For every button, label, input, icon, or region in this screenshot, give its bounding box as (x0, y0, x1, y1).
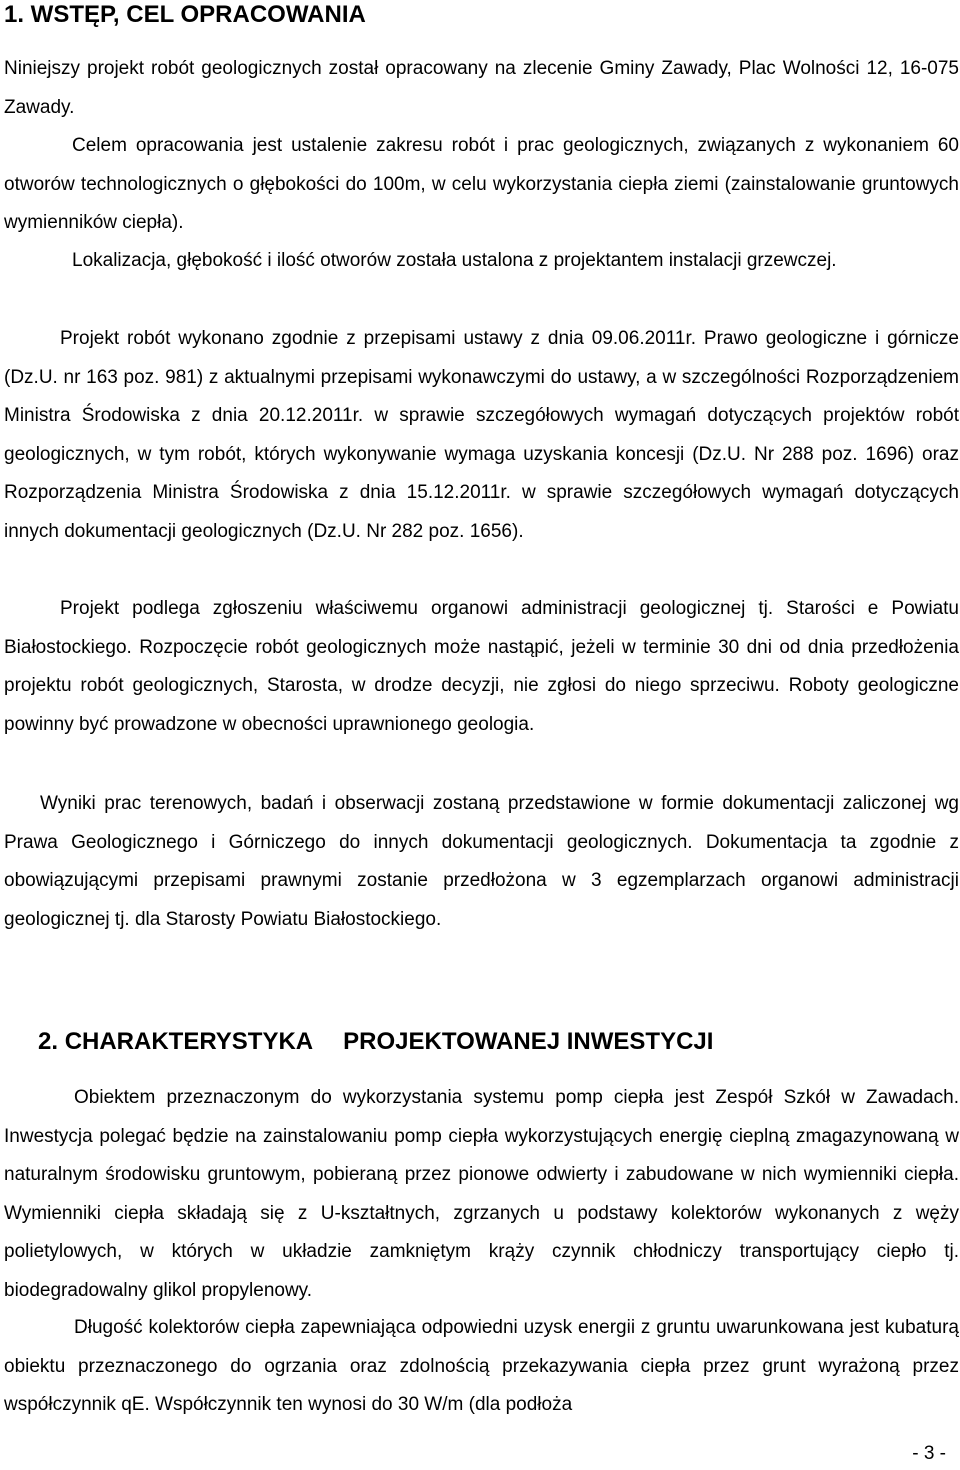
section-2-heading-part2: PROJEKTOWANEJ INWESTYCJI (343, 1028, 714, 1055)
section-1-heading: 1. WSTĘP, CEL OPRACOWANIA (4, 1, 366, 28)
paragraph-results: Wyniki prac terenowych, badań i obserwacji zostaną przedstawione w formie dokumentacji zaliczonej wg Prawa Geologicznego i Górniczego do innych dokumentacji geologicznych. Dokumentacja ta zgodnie z obowiązującymi przepisami prawnymi zostanie przedłożona w 3 egzemplarzach organowi administracji geologicznej tj. dla Starosty Powiatu Białostockiego. (4, 793, 959, 930)
paragraph-location: Lokalizacja, głębokość i ilość otworów została ustalona z projektantem instalacji grzewczej. (72, 250, 837, 271)
section-2-heading (38, 1027, 713, 1057)
paragraph-notification: Projekt podlega zgłoszeniu właściwemu organowi administracji geologicznej tj. Starości e Powiatu Białostockiego. Rozpoczęcie robót geologicznych może nastąpić, jeżeli w terminie 30 dni od dnia przedłożenia projektu robót geologicznych, Starosta, w drodze decyzji, nie zgłosi do niego sprzeciwu. Roboty geologiczne powinny być prowadzone w obecności uprawnionego geologia. (4, 598, 959, 735)
section-2-heading-number: 2. (38, 1028, 59, 1055)
paragraph-purpose: Celem opracowania jest ustalenie zakresu robót i prac geologicznych, związanych z wykonaniem 60 otworów technologicznych o głębokości do 100m, w celu wykorzystania ciepła ziemi (zainstalowanie gruntowych wymienników ciepła). (4, 135, 959, 233)
section-2-heading-part1: CHARAKTERYSTYKA (64, 1028, 314, 1055)
paragraph-intro: Niniejszy projekt robót geologicznych został opracowany na zlecenie Gminy Zawady, Plac Wolności 12, 16-075 Zawady. (4, 58, 959, 118)
page-number: - 3 - (912, 1443, 946, 1464)
paragraph-investment: Obiektem przeznaczonym do wykorzystania systemu pomp ciepła jest Zespół Szkół w Zawadach. Inwestycja polegać będzie na zainstalowaniu pomp ciepła wykorzystujących energię cieplną zmagazynowaną w naturalnym środowisku gruntowym, pobieraną przez pionowe odwierty i zabudowane w nich wymienniki ciepła. Wymienniki ciepła składają się z U-kształtnych, zgrzanych u podstawy kolektorów wykonanych z węży polietylowych, w których w układzie zamkniętym krąży czynnik chłodniczy transportujący ciepło tj. biodegradowalny glikol propylenowy. (4, 1087, 959, 1301)
paragraph-collectors: Długość kolektorów ciepła zapewniająca odpowiedni uzysk energii z gruntu uwarunkowana jest kubaturą obiektu przeznaczonego do ogrzania oraz zdolnością przekazywania ciepła przez grunt wyrażoną przez współczynnik qE. Współczynnik ten wynosi do 30 W/m (dla podłoża (4, 1317, 959, 1415)
paragraph-legal-basis: Projekt robót wykonano zgodnie z przepisami ustawy z dnia 09.06.2011r. Prawo geologiczne i górnicze (Dz.U. nr 163 poz. 981) z aktualnymi przepisami wykonawczymi do ustawy, a w szczególności Rozporządzeniem Ministra Środowiska z dnia 20.12.2011r. w sprawie szczegółowych wymagań dotyczących projektów robót geologicznych, w tym robót, których wykonywanie wymaga uzyskania koncesji (Dz.U. Nr 288 poz. 1696) oraz Rozporządzenia Ministra Środowiska z dnia 15.12.2011r. w sprawie szczegółowych wymagań dotyczących innych dokumentacji geologicznych (Dz.U. Nr 282 poz. 1656). (4, 328, 959, 542)
